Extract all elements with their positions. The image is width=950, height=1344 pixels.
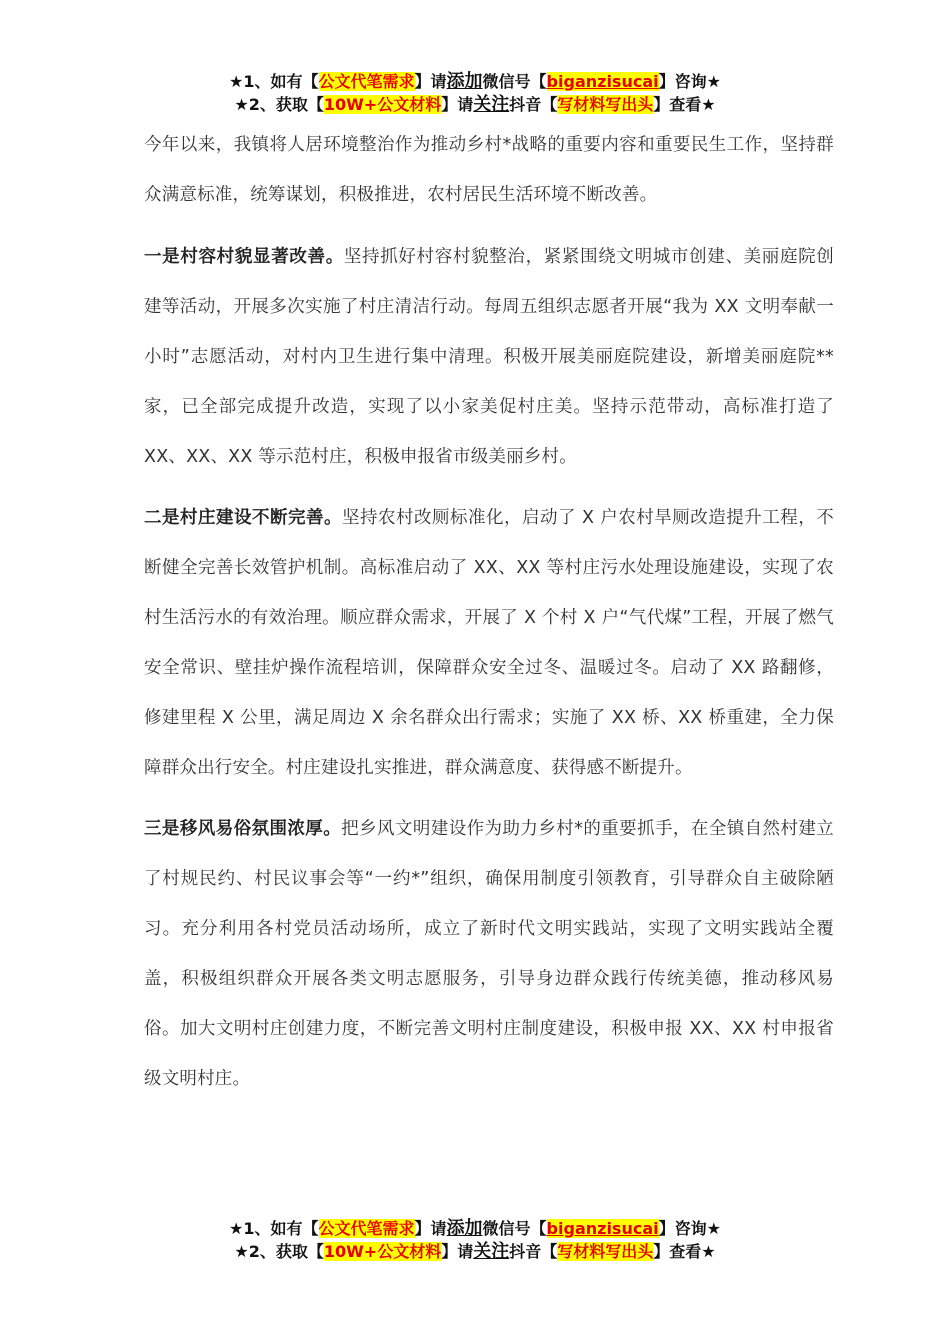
highlight-materials: 10W+公文材料: [323, 1242, 442, 1261]
wechat-id: biganzisucai: [546, 1219, 659, 1238]
promo-line-2: ★2、获取【10W+公文材料】请关注抖音【写材料写出头】查看★: [234, 94, 716, 115]
highlight-service: 公文代笔需求: [318, 72, 415, 91]
highlight-service: 公文代笔需求: [318, 1219, 415, 1238]
section-body-2: 坚持农村改厕标准化，启动了 X 户农村旱厕改造提升工程，不断健全完善长效管护机制。高标准启动了 XX、XX 等村庄污水处理设施建设，实现了农村生活污水的有效治理。顺应群众需求，开展了 X 个村 X 户“气代煤”工程，开展了燃气安全常识、壁挂炉操作流程培训，保障群众安全过冬、温暖过冬。启动了 XX 路翻修，修建里程 X 公里，满足周边 X 余名群众出行需求；实施了 XX 桥、XX 桥重建，全力保障群众出行安全。村庄建设扎实推进，群众满意度、获得感不断提升。: [144, 508, 834, 778]
section-body-3: 把乡风文明建设作为助力乡村*的重要抓手，在全镇自然村建立了村规民约、村民议事会等“一约*”组织，确保用制度引领教育，引导群众自主破除陋习。充分利用各村党员活动场所，成立了新时代文明实践站，实现了文明实践站全覆盖，积极组织群众开展各类文明志愿服务，引导身边群众践行传统美德，推动移风易俗。加大文明村庄创建力度，不断完善文明村庄制度建设，积极申报 XX、XX 村申报省级文明村庄。: [144, 819, 834, 1089]
section-heading-1: 一是村容村貌显著改善。: [144, 247, 344, 267]
section-heading-3: 三是移风易俗氛围浓厚。: [144, 819, 342, 839]
emphasis-add: 添加: [446, 1218, 483, 1239]
section-paragraph-3: [144, 804, 834, 1104]
highlight-materials: 10W+公文材料: [323, 95, 442, 114]
emphasis-follow: 关注: [473, 94, 510, 115]
section-paragraph-2: [144, 493, 834, 793]
section-heading-2: 二是村庄建设不断完善。: [144, 508, 342, 528]
promo-line-1: ★1、如有【公文代笔需求】请添加微信号【biganzisucai】咨询★: [229, 71, 721, 92]
promo-line-1: ★1、如有【公文代笔需求】请添加微信号【biganzisucai】咨询★: [229, 1218, 721, 1239]
promo-banner-top: [0, 70, 950, 116]
emphasis-follow: 关注: [473, 1241, 510, 1262]
section-paragraph-1: [144, 232, 834, 482]
intro-paragraph: 今年以来，我镇将人居环境整治作为推动乡村*战略的重要内容和重要民生工作，坚持群众满意标准，统筹谋划，积极推进，农村居民生活环境不断改善。: [144, 135, 834, 205]
promo-line-2: ★2、获取【10W+公文材料】请关注抖音【写材料写出头】查看★: [234, 1241, 716, 1262]
document-body: [144, 120, 834, 1115]
highlight-account: 写材料写出头: [557, 95, 654, 114]
emphasis-add: 添加: [446, 71, 483, 92]
section-body-1: 坚持抓好村容村貌整治，紧紧围绕文明城市创建、美丽庭院创建等活动，开展多次实施了村庄清洁行动。每周五组织志愿者开展“我为 XX 文明奉献一小时”志愿活动，对村内卫生进行集中清理。积极开展美丽庭院建设，新增美丽庭院**家，已全部完成提升改造，实现了以小家美促村庄美。坚持示范带动，高标准打造了 XX、XX、XX 等示范村庄，积极申报省市级美丽乡村。: [144, 247, 834, 467]
highlight-account: 写材料写出头: [557, 1242, 654, 1261]
promo-banner-bottom: [0, 1217, 950, 1263]
wechat-id: biganzisucai: [546, 72, 659, 91]
